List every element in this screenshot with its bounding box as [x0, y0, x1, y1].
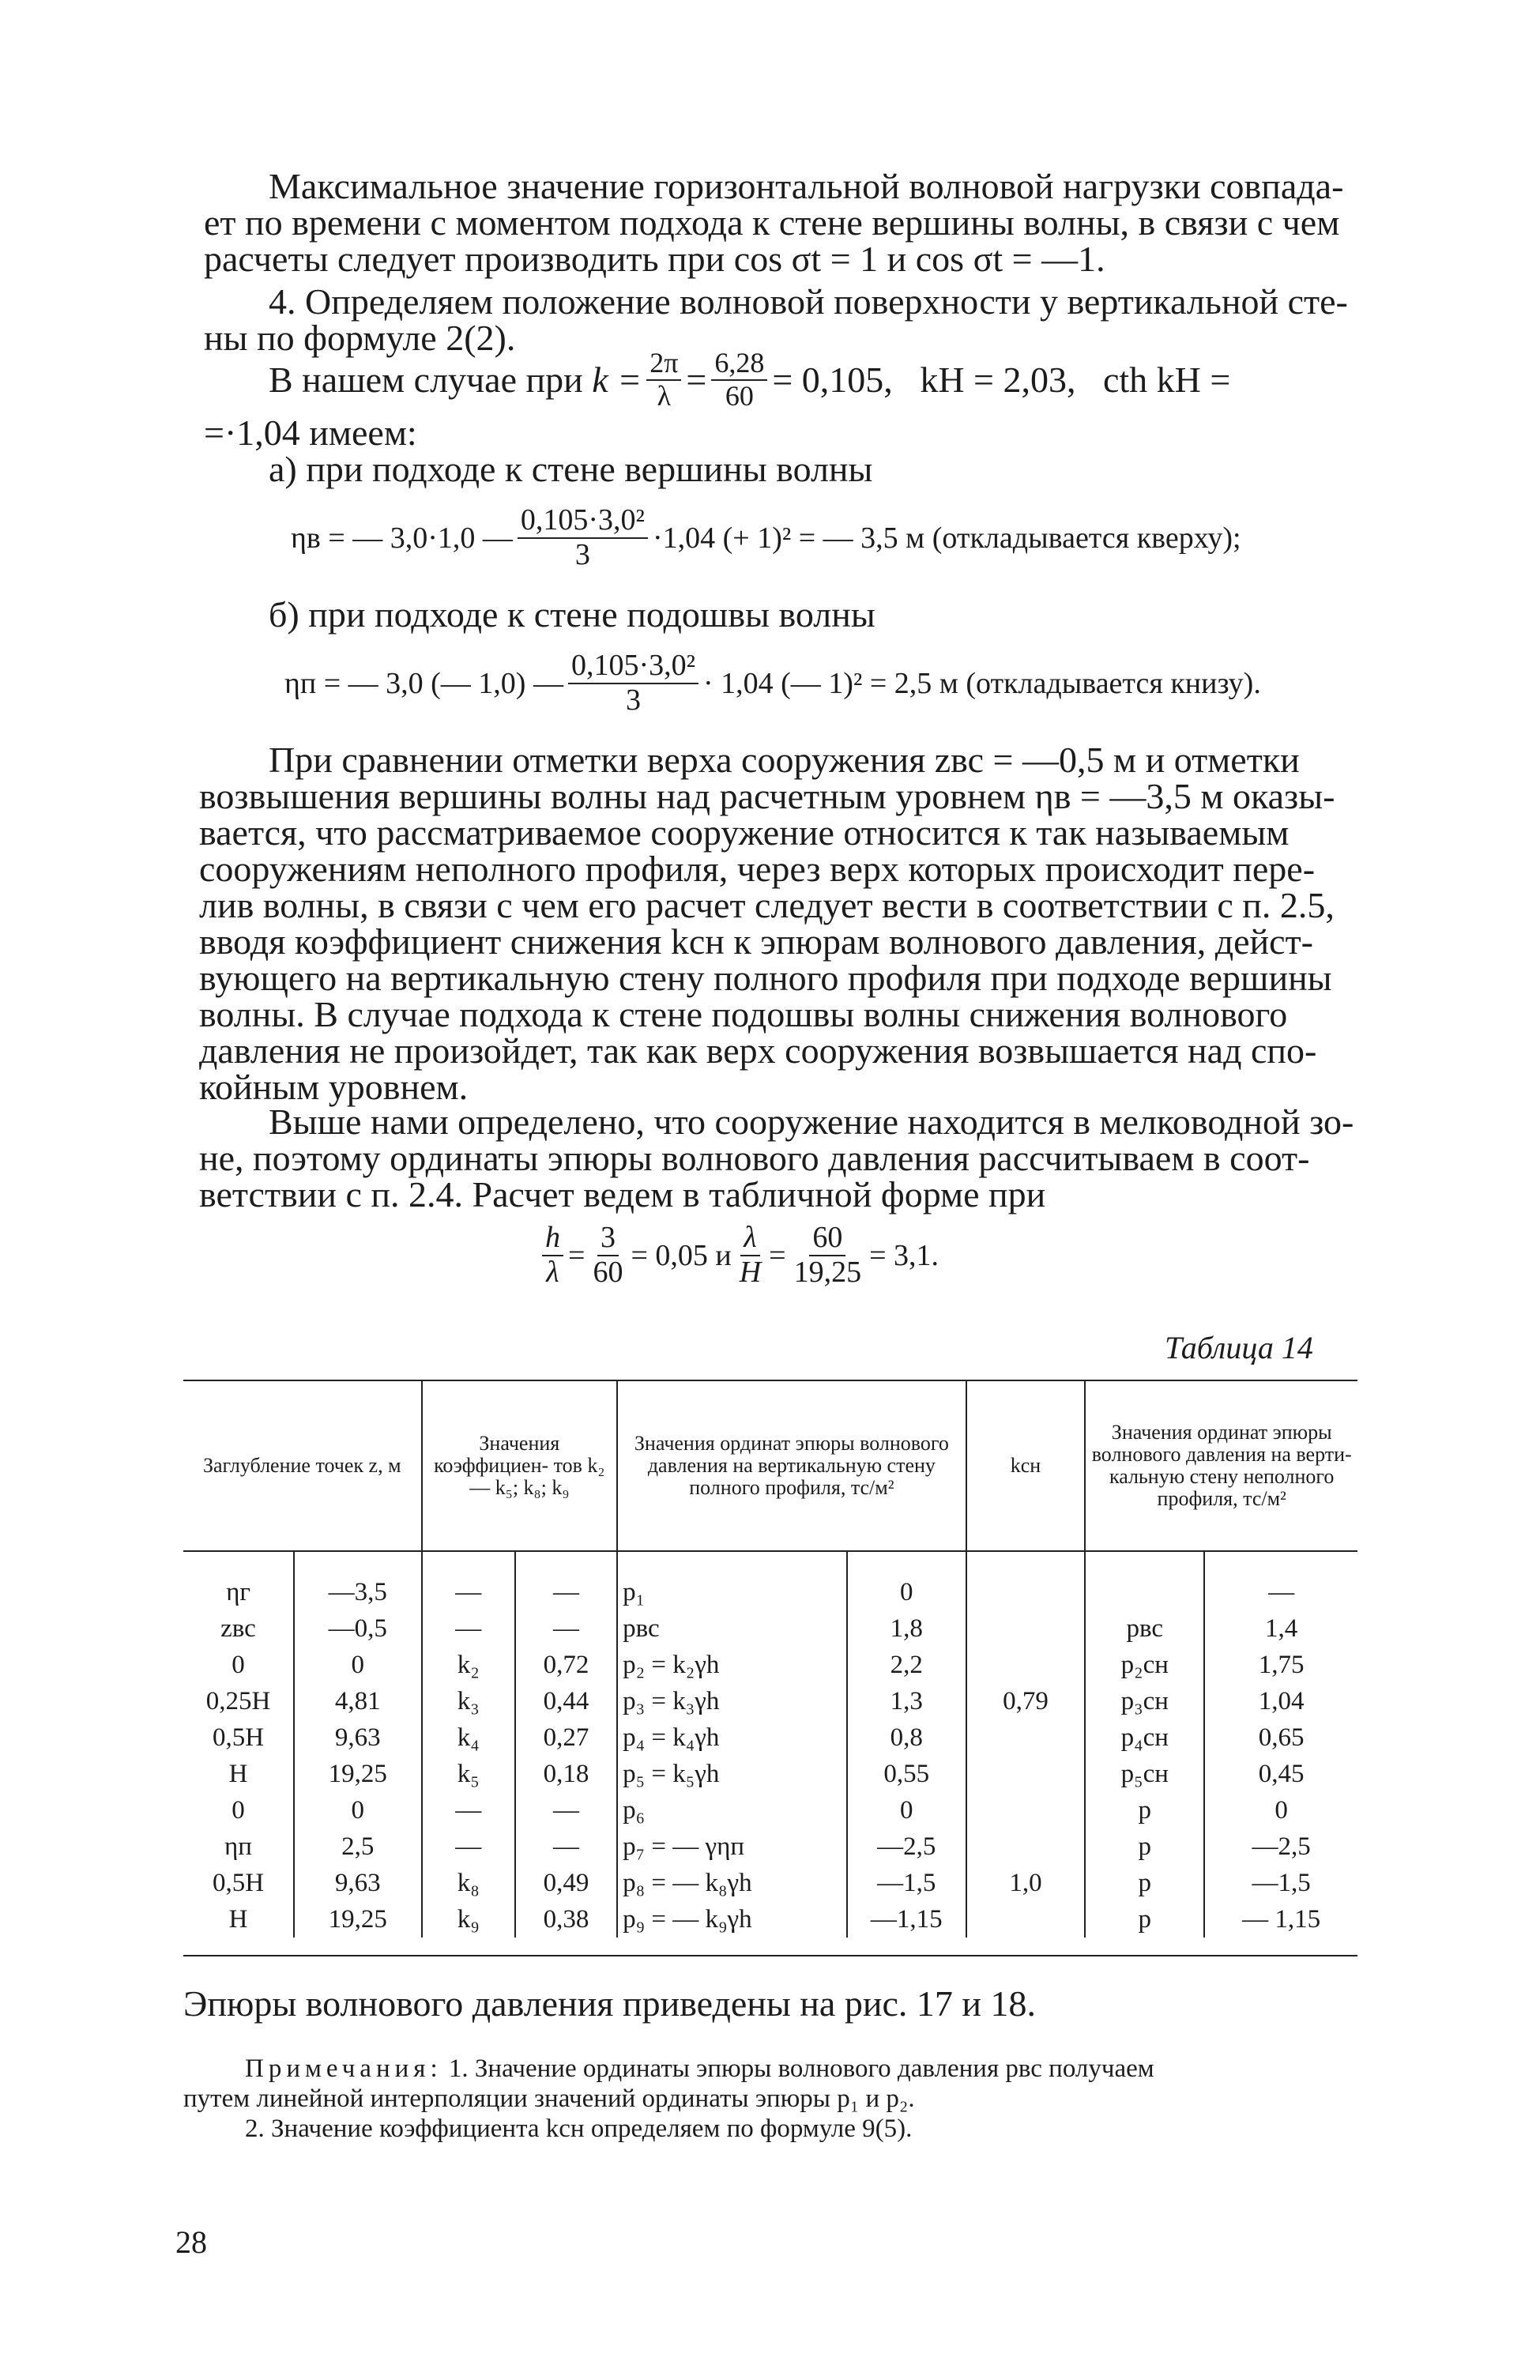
cell: — — [422, 1792, 515, 1828]
k-formula-kH: kH = 2,03, — [920, 359, 1076, 400]
table-row — [183, 1719, 1357, 1756]
notes-heading: Примечания: — [245, 2054, 442, 2083]
table-row — [183, 1683, 1357, 1719]
cell: k₉ — [422, 1901, 515, 1938]
cell: p₄ = k₄γh — [617, 1719, 847, 1756]
k-formula-eq: = — [686, 359, 707, 400]
cell: — — [515, 1828, 617, 1865]
cell: 0,65 — [1204, 1719, 1357, 1756]
lambda-over-H — [736, 1222, 764, 1290]
cell: 0,8 — [847, 1719, 966, 1756]
cell: —0,5 — [294, 1610, 422, 1647]
paragraph-1-line-3: расчеты следует производить при cos σt = 1 и cos σt = —1. — [204, 239, 1105, 279]
cell: H — [228, 1760, 248, 1788]
paragraph-3-line-2: возвышения вершины волны над расчетным уровнем ηв = —3,5 м оказы- — [199, 776, 1335, 816]
cell: p₃ = k₃γh — [617, 1683, 847, 1719]
header-partial-profile: Значения ординат эпюры волнового давления на верти- кальную стену неполного профиля, тс/м² — [1085, 1381, 1357, 1551]
cell: 0 — [847, 1792, 966, 1828]
table-row — [183, 1828, 1357, 1865]
case-a-formula — [291, 504, 1241, 572]
cell: — 1,15 — [1204, 1901, 1357, 1938]
cell: k₂ — [422, 1647, 515, 1683]
ratio-lambda-2: λ — [740, 1222, 759, 1256]
k-formula-k: k = — [592, 359, 642, 400]
cell: 0,18 — [515, 1756, 617, 1792]
ratio-lambda: λ — [546, 1255, 559, 1289]
table-row — [183, 1647, 1357, 1683]
cell: 1,3 — [847, 1683, 966, 1719]
table-bottom-rule — [183, 1955, 1357, 1956]
paragraph-1-line-1: Максимальное значение горизонтальной волновой нагрузки совпада- — [269, 166, 1344, 206]
cell: p₇ = — γηп — [617, 1828, 847, 1865]
cell: 0 — [847, 1551, 966, 1610]
ratio-num-2: 60 — [809, 1222, 845, 1256]
cell: p₃сн — [1085, 1683, 1204, 1719]
page-number: 28 — [175, 2224, 207, 2260]
cell: p₁ — [617, 1551, 847, 1610]
ratio-result-2: = 3,1. — [869, 1238, 939, 1272]
cell: ηг — [226, 1578, 250, 1606]
cell: H — [228, 1905, 248, 1934]
cell: — — [515, 1610, 617, 1647]
case-a-den: 3 — [574, 537, 590, 571]
paragraph-3-line-8: волны. В случае подхода к стене подошвы волны снижения волнового — [199, 994, 1288, 1034]
cell: —1,5 — [847, 1865, 966, 1901]
cell: —1,15 — [847, 1901, 966, 1938]
cell: 1,75 — [1204, 1647, 1357, 1683]
cell: 9,63 — [294, 1865, 422, 1901]
note-1-text: 1. Значение ординаты эпюры волнового давления pвс получаем — [448, 2054, 1154, 2083]
cell: p₅ = k₅γh — [617, 1756, 847, 1792]
cell: 4,81 — [294, 1683, 422, 1719]
ksn-10: 1,0 — [966, 1828, 1086, 1938]
case-a-lhs: ηв = — 3,0·1,0 — — [291, 521, 513, 555]
case-a-rhs: ·1,04 (+ 1)² = — 3,5 м (откладывается кверху); — [652, 521, 1241, 555]
k-formula-continuation: =·1,04 имеем: — [204, 412, 417, 453]
paragraph-3-line-7: вующего на вертикальную стену полного профиля при подходе вершины — [199, 958, 1332, 998]
k-num: 6,28 — [711, 348, 767, 381]
ratio-result-1: = 0,05 и — [631, 1238, 732, 1272]
cell: 0 — [232, 1651, 245, 1679]
cell: p — [1085, 1865, 1204, 1901]
cell: 2,5 — [294, 1828, 422, 1865]
cell: —2,5 — [1204, 1828, 1357, 1865]
note-line-1 — [245, 2054, 1154, 2083]
ratio-H: H — [739, 1255, 762, 1289]
table-row — [183, 1901, 1357, 1938]
cell: p₄сн — [1085, 1719, 1204, 1756]
cell: 0,72 — [515, 1647, 617, 1683]
cell: p — [1085, 1828, 1204, 1865]
lambda-den: λ — [657, 379, 672, 412]
paragraph-3-line-6: вводя коэффициент снижения kсн к эпюрам волнового давления, дейст- — [199, 921, 1313, 962]
cell: 0,38 — [515, 1901, 617, 1938]
case-a-label: а) при подходе к стене вершины волны — [269, 449, 873, 489]
paragraph-3-line-3: вается, что рассматриваемое сооружение относится к так называемым — [199, 812, 1290, 853]
ratio-formula — [537, 1222, 939, 1290]
cell: — — [1204, 1551, 1357, 1610]
case-b-fraction — [568, 650, 698, 717]
case-b-den: 3 — [625, 683, 641, 717]
cell: — — [422, 1610, 515, 1647]
cell: pвс — [617, 1610, 847, 1647]
header-ksn: kсн — [966, 1381, 1086, 1551]
cell: 0,44 — [515, 1683, 617, 1719]
cell: k₈ — [422, 1865, 515, 1901]
cell: p₉ = — k₉γh — [617, 1901, 847, 1938]
paragraph-3-line-4: сооружениям неполного профиля, через верх которых происходит пере- — [199, 849, 1316, 889]
cell: 19,25 — [294, 1901, 422, 1938]
cell: p₂ = k₂γh — [617, 1647, 847, 1683]
cell: 0,5H — [212, 1723, 265, 1752]
cell: ηп — [224, 1832, 252, 1861]
cell: 0,49 — [515, 1865, 617, 1901]
paragraph-3-line-10: койным уровнем. — [199, 1067, 469, 1107]
header-depth: Заглубление точек z, м — [183, 1381, 422, 1551]
case-b-formula — [284, 650, 1261, 717]
case-a-fraction — [518, 504, 648, 572]
case-b-rhs: · 1,04 (— 1)² = 2,5 м (откладывается книзу). — [703, 666, 1261, 700]
cell: 1,4 — [1204, 1610, 1357, 1647]
cell: — — [422, 1828, 515, 1865]
two-pi-over-lambda — [646, 348, 681, 412]
six-28-over-60 — [711, 348, 767, 412]
cell: 1,04 — [1204, 1683, 1357, 1719]
table-row — [183, 1792, 1357, 1828]
table-caption: Таблица 14 — [1165, 1330, 1313, 1365]
case-b-lhs: ηп = — 3,0 (— 1,0) — — [284, 666, 563, 700]
header-full-profile: Значения ординат эпюры волнового давления на вертикальную стену полного профиля, тс/м² — [617, 1381, 966, 1551]
cell: 9,63 — [294, 1719, 422, 1756]
k-formula — [269, 348, 1230, 412]
cell: — — [515, 1792, 617, 1828]
paragraph-3-line-9: давления не произойдет, так как верх сооружения возвышается над спо- — [199, 1030, 1317, 1071]
paragraph-1-line-2: ет по времени с моментом подхода к стене вершины волны, в связи с чем — [204, 202, 1340, 243]
cell: 0 — [294, 1647, 422, 1683]
paragraph-2-line-1: 4. Определяем положение волновой поверхности у вертикальной сте- — [269, 281, 1348, 322]
data-table — [183, 1381, 1357, 1938]
note-line-3: 2. Значение коэффициента kсн определяем по формуле 9(5). — [245, 2115, 913, 2143]
ratio-eq-2: = — [769, 1238, 786, 1272]
cell: p₆ — [617, 1792, 847, 1828]
cell: p — [1085, 1901, 1204, 1938]
table-row — [183, 1610, 1357, 1647]
cell: 0,27 — [515, 1719, 617, 1756]
h-over-lambda — [542, 1222, 563, 1290]
cell: 0,5H — [212, 1869, 265, 1897]
cell: p₂сн — [1085, 1647, 1204, 1683]
cell: 0,45 — [1204, 1756, 1357, 1792]
k-formula-cth: cth kH = — [1102, 359, 1231, 400]
ksn-079: 0,79 — [966, 1551, 1086, 1828]
paragraph-3-line-5: лив волны, в связи с чем его расчет следует вести в соответствии с п. 2.5, — [199, 885, 1335, 925]
cell: pвс — [1085, 1610, 1204, 1647]
three-over-sixty — [589, 1222, 626, 1290]
paragraph-3-line-1: При сравнении отметки верха сооружения zвс = —0,5 м и отметки — [269, 740, 1300, 780]
figures-reference: Эпюры волнового давления приведены на рис. 17 и 18. — [183, 1983, 1036, 2024]
cell: —3,5 — [294, 1551, 422, 1610]
cell: 0 — [232, 1796, 245, 1825]
cell: 2,2 — [847, 1647, 966, 1683]
ratio-den-1: 60 — [593, 1255, 623, 1289]
cell: 19,25 — [294, 1756, 422, 1792]
cell: — — [422, 1551, 515, 1610]
cell: 0 — [1204, 1792, 1357, 1828]
ratio-num-1: 3 — [597, 1222, 619, 1256]
paragraph-4-line-2: не, поэтому ординаты эпюры волнового давления рассчитываем в соот- — [199, 1138, 1310, 1178]
cell: k₃ — [422, 1683, 515, 1719]
cell: 0 — [294, 1792, 422, 1828]
k-formula-prefix: В нашем случае при — [269, 359, 583, 400]
cell: p₅сн — [1085, 1756, 1204, 1792]
case-a-num: 0,105·3,0² — [518, 504, 648, 539]
cell: p₈ = — k₈γh — [617, 1865, 847, 1901]
cell: k₅ — [422, 1756, 515, 1792]
cell: 0,25H — [205, 1687, 271, 1715]
cell: zвс — [220, 1614, 256, 1643]
sixty-over-19-25 — [791, 1222, 865, 1290]
cell: —2,5 — [847, 1828, 966, 1865]
ratio-den-2: 19,25 — [793, 1255, 862, 1289]
cell: 0,55 — [847, 1756, 966, 1792]
case-b-label: б) при подходе к стене подошвы волны — [269, 594, 875, 635]
paragraph-4-line-3: ветствии с п. 2.4. Расчет ведем в табличной форме при — [199, 1174, 1046, 1214]
ratio-h: h — [542, 1222, 563, 1256]
cell: 1,8 — [847, 1610, 966, 1647]
ratio-eq-1: = — [568, 1238, 586, 1272]
table-row — [183, 1865, 1357, 1901]
k-den: 60 — [725, 379, 754, 412]
paragraph-2-line-2: ны по формуле 2(2). — [204, 318, 516, 358]
header-coefficients: Значения коэффициен- тов k₂ — k₅; k₈; k₉ — [422, 1381, 618, 1551]
table-row — [183, 1756, 1357, 1792]
paragraph-4-line-1: Выше нами определено, что сооружение находится в мелководной зо- — [269, 1102, 1354, 1142]
table-row — [183, 1551, 1357, 1610]
cell: —1,5 — [1204, 1865, 1357, 1901]
cell: p — [1085, 1792, 1204, 1828]
k-formula-result: = 0,105, — [772, 359, 893, 400]
two-pi: 2π — [646, 348, 681, 381]
note-line-2: путем линейной интерполяции значений ординаты эпюры p₁ и p₂. — [183, 2084, 915, 2113]
cell — [1085, 1551, 1204, 1610]
case-b-num: 0,105·3,0² — [568, 650, 698, 684]
cell: — — [515, 1551, 617, 1610]
cell: k₄ — [422, 1719, 515, 1756]
